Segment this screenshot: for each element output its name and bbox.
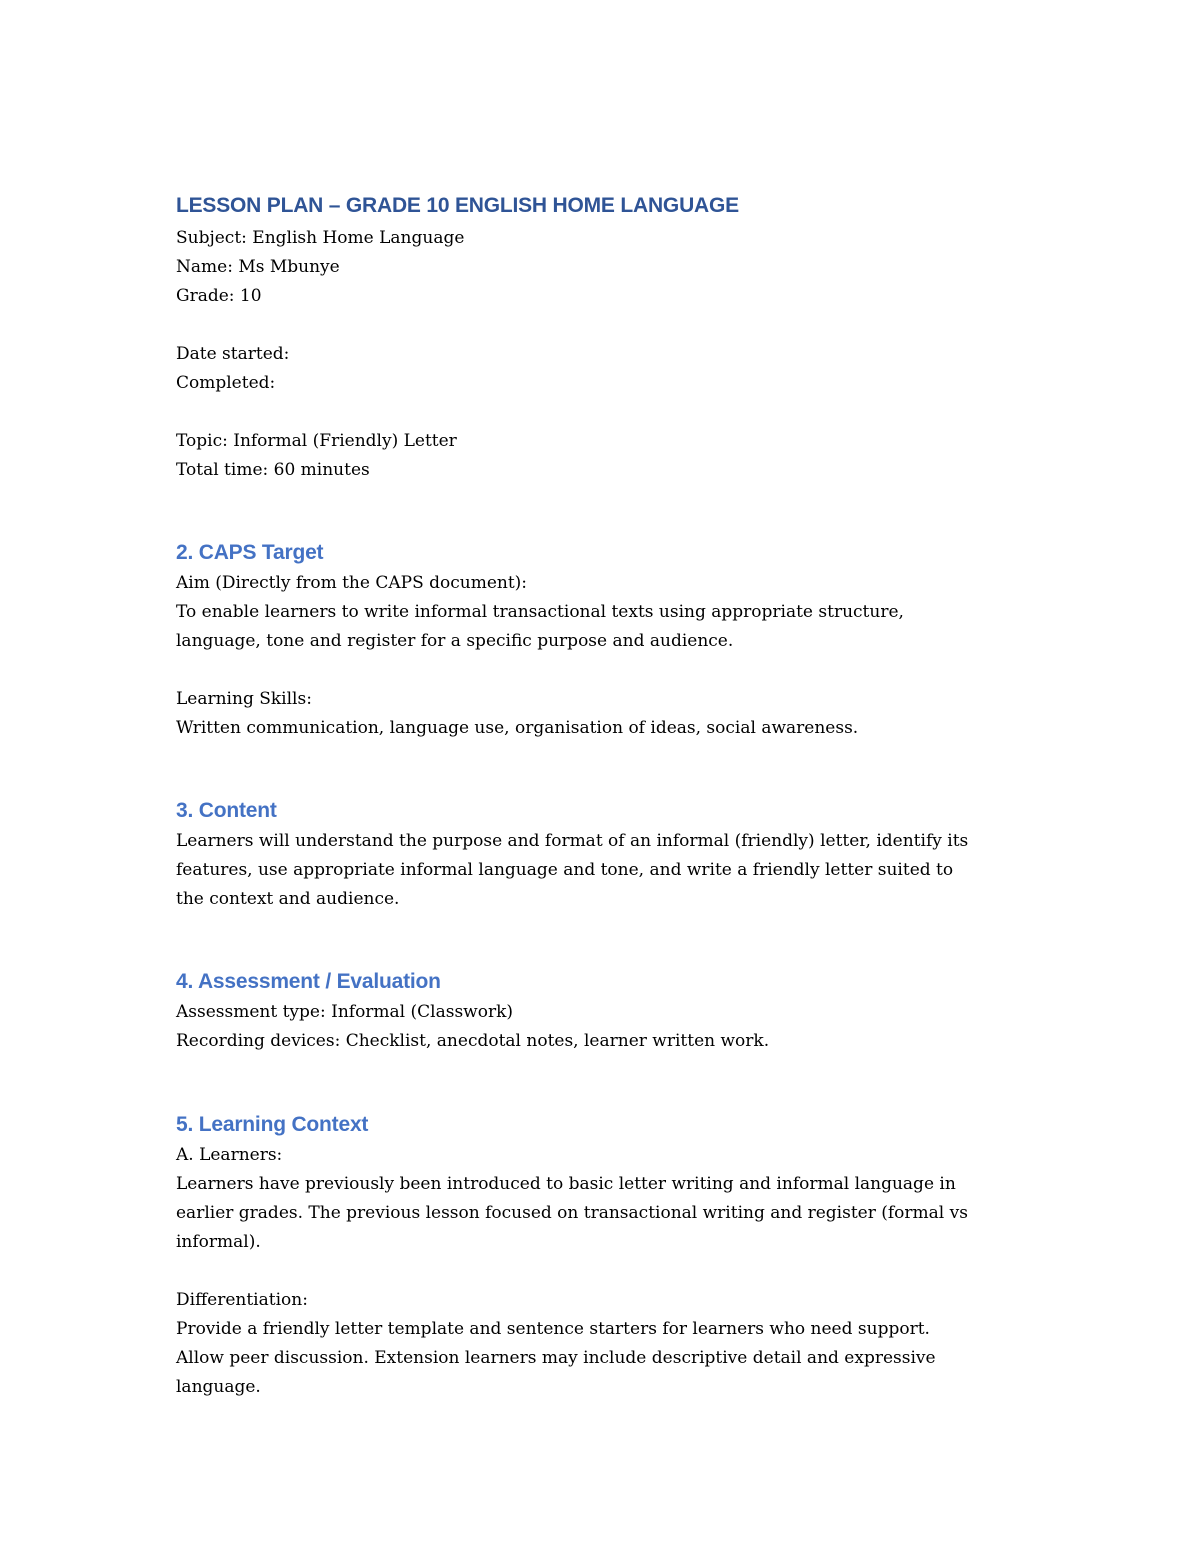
aim-text: To enable learners to write informal transactional texts using appropriate structure, bbox=[176, 602, 904, 622]
header-block bbox=[176, 190, 1056, 485]
page-title: LESSON PLAN – GRADE 10 ENGLISH HOME LANGUAGE bbox=[176, 194, 739, 217]
differentiation-label: Differentiation: bbox=[176, 1290, 308, 1310]
differentiation-text: language. bbox=[176, 1377, 261, 1397]
differentiation-text: Allow peer discussion. Extension learners may include descriptive detail and expressive bbox=[176, 1348, 936, 1368]
section-content bbox=[176, 795, 1056, 914]
differentiation-text: Provide a friendly letter template and sentence starters for learners who need support. bbox=[176, 1319, 930, 1339]
subject-line: Subject: English Home Language bbox=[176, 228, 465, 248]
section-caps-target bbox=[176, 537, 1056, 743]
aim-text: language, tone and register for a specific purpose and audience. bbox=[176, 631, 734, 651]
learners-text: Learners have previously been introduced to basic letter writing and informal language in bbox=[176, 1174, 956, 1194]
recording-devices: Recording devices: Checklist, anecdotal notes, learner written work. bbox=[176, 1031, 770, 1051]
total-time-line: Total time: 60 minutes bbox=[176, 460, 370, 480]
name-line: Name: Ms Mbunye bbox=[176, 257, 340, 277]
section-heading: 2. CAPS Target bbox=[176, 541, 324, 564]
learners-label: A. Learners: bbox=[176, 1145, 283, 1165]
skills-text: Written communication, language use, organisation of ideas, social awareness. bbox=[176, 718, 859, 738]
learners-text: earlier grades. The previous lesson focused on transactional writing and register (formal vs bbox=[176, 1203, 968, 1223]
content-text: the context and audience. bbox=[176, 889, 400, 909]
content-text: Learners will understand the purpose and format of an informal (friendly) letter, identify its bbox=[176, 831, 969, 851]
aim-label: Aim (Directly from the CAPS document): bbox=[176, 573, 528, 593]
completed-line: Completed: bbox=[176, 373, 276, 393]
topic-line: Topic: Informal (Friendly) Letter bbox=[176, 431, 457, 451]
section-assessment bbox=[176, 966, 1056, 1056]
content-text: features, use appropriate informal language and tone, and write a friendly letter suited to bbox=[176, 860, 954, 880]
learners-text: informal). bbox=[176, 1232, 261, 1252]
grade-line: Grade: 10 bbox=[176, 286, 262, 306]
section-heading: 3. Content bbox=[176, 799, 277, 822]
skills-label: Learning Skills: bbox=[176, 689, 312, 709]
date-started-line: Date started: bbox=[176, 344, 290, 364]
assessment-type: Assessment type: Informal (Classwork) bbox=[176, 1002, 514, 1022]
section-heading: 4. Assessment / Evaluation bbox=[176, 970, 441, 993]
section-heading: 5. Learning Context bbox=[176, 1113, 369, 1136]
section-learning-context bbox=[176, 1109, 1056, 1402]
